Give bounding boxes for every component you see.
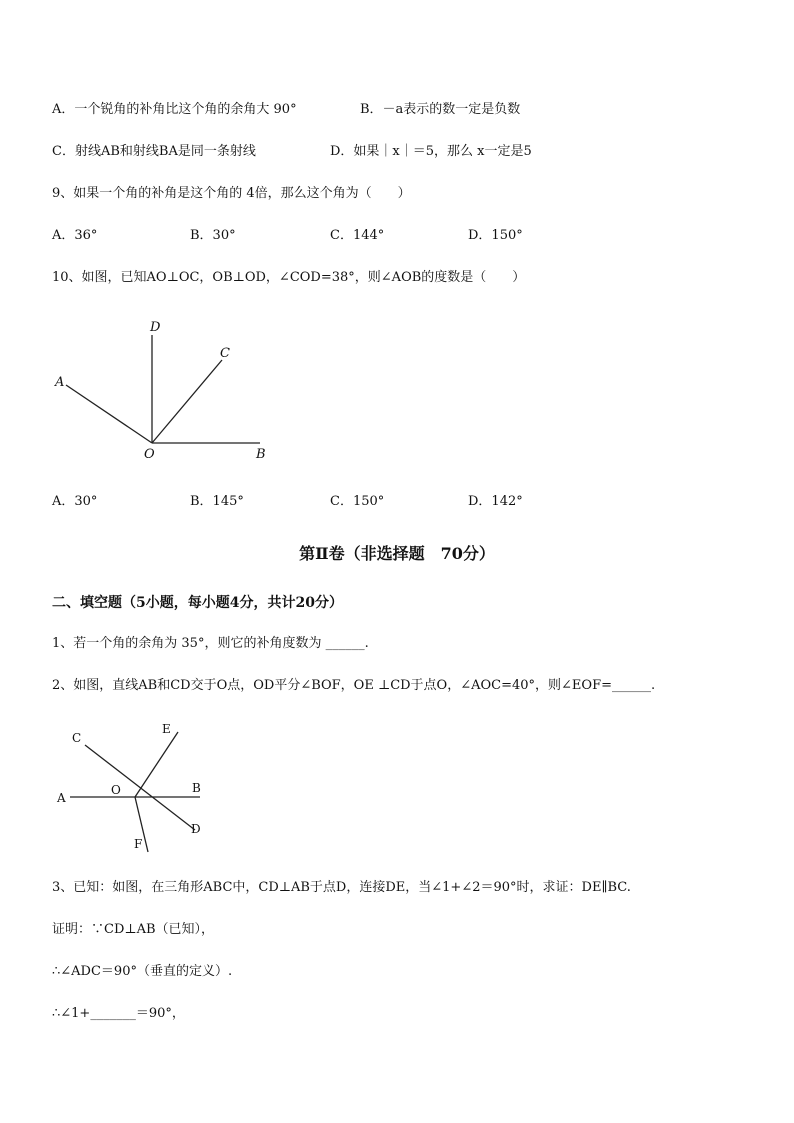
label-b: B bbox=[256, 447, 266, 462]
label-f: F bbox=[134, 837, 143, 851]
label-e: E bbox=[162, 722, 171, 736]
q9-option-c: C．144° bbox=[330, 228, 385, 243]
q10-option-b: B．145° bbox=[190, 494, 244, 509]
fill-q3-proof-1: 证明：∵CD⊥AB（已知）， bbox=[52, 922, 215, 937]
q9-option-b: B．30° bbox=[190, 228, 236, 243]
label-a: A bbox=[55, 375, 65, 390]
label-b: B bbox=[192, 781, 201, 795]
fill-q3-stem: 3、已知：如图，在三角形ABC中，CD⊥AB于点D，连接DE，当∠1+∠2＝90°时，求证：DE∥BC. bbox=[52, 880, 631, 895]
q9-option-d: D．150° bbox=[468, 228, 523, 243]
q9-option-a: A．36° bbox=[52, 228, 98, 243]
q8-option-a: A．一个锐角的补角比这个角的余角大 90° bbox=[52, 102, 297, 117]
part2-title: 第Ⅱ卷（非选择题 70分） bbox=[299, 544, 495, 563]
q10-stem: 10、如图，已知AO⊥OC，OB⊥OD，∠COD=38°，则∠AOB的度数是（ ） bbox=[52, 270, 526, 285]
q8-option-c: C．射线AB和射线BA是同一条射线 bbox=[52, 144, 256, 159]
fill-q3-proof-2: ∴∠ADC＝90°（垂直的定义）. bbox=[52, 964, 233, 979]
label-d: D bbox=[191, 822, 201, 836]
label-c: C bbox=[72, 731, 82, 745]
q10-option-d: D．142° bbox=[468, 494, 523, 509]
label-a: A bbox=[57, 791, 66, 805]
q8-option-b: B．－a表示的数一定是负数 bbox=[360, 102, 521, 117]
section2-title: 二、填空题（5小题，每小题4分，共计20分） bbox=[52, 595, 343, 611]
label-o: O bbox=[144, 447, 155, 462]
ray-oe bbox=[135, 732, 178, 797]
q10-option-c: C．150° bbox=[330, 494, 385, 509]
fill-q2-stem: 2、如图，直线AB和CD交于O点，OD平分∠BOF，OE ⊥CD于点O，∠AOC=40°，则∠EOF=______. bbox=[52, 678, 656, 693]
label-o: O bbox=[111, 783, 121, 797]
label-c: C bbox=[220, 346, 230, 361]
fill-q3-proof-3: ∴∠1+_______＝90°， bbox=[52, 1006, 185, 1021]
q10-option-a: A．30° bbox=[52, 494, 98, 509]
q9-stem: 9、如果一个角的补角是这个角的 4倍，那么这个角为（ ） bbox=[52, 186, 411, 201]
q8-option-d: D．如果｜x｜＝5，那么 x一定是5 bbox=[330, 144, 532, 159]
label-d: D bbox=[150, 320, 161, 335]
fill-q1: 1、若一个角的余角为 35°，则它的补角度数为 ______. bbox=[52, 636, 369, 651]
